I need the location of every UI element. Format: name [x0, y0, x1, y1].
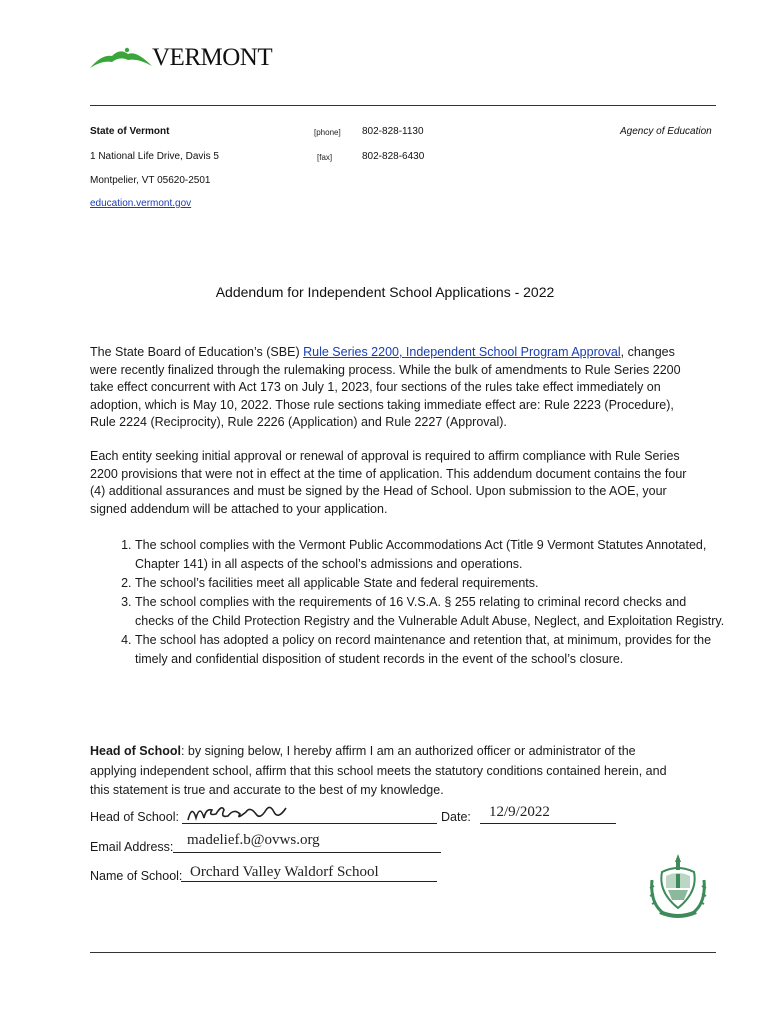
email-line[interactable] [173, 852, 441, 853]
mountain-logo-icon [90, 44, 156, 74]
requirements-paragraph: Each entity seeking initial approval or renewal of approval is required to affirm compliance with Rule Series 2200 provisions that were not in effect at the time of application. This addendum document contains the four (4) additional assurances and must be signed by the Head of School. Upon submission to the AOE, your signed addendum will be attached to your application. [90, 449, 687, 516]
list-item: 4. The school has adopted a policy on record maintenance and retention that, at minimum, provides for the timely and confidential disposition of student records in the event of the school’s closure. [135, 631, 725, 669]
school-name-line[interactable] [181, 881, 437, 882]
signature [186, 800, 296, 831]
intro-text-after: , changes were recently finalized through the rulemaking process. While the bulk of amendments to Rule Series 2200 take effect concurrent with Act 173 on July 1, 2023, four sections of the rules take effect immediately on adoption, which is May 10, 2022. Those rule sections taking immediate effect are: Rule 2223 (Procedure), Rule 2224 (Reciprocity), Rule 2226 (Application) and Rule 2227 (Approval). [90, 345, 681, 429]
head-of-school-label: Head of School: [90, 810, 179, 824]
list-item: 2. The school’s facilities meet all applicable State and federal requirements. [135, 574, 725, 593]
date-line[interactable] [480, 823, 616, 824]
handwritten-signature-icon [186, 800, 296, 826]
school-name-label: Name of School: [90, 869, 183, 883]
fax-label: [fax] [317, 153, 333, 162]
header-divider [90, 105, 716, 106]
vermont-logo [90, 44, 156, 79]
intro-paragraph [90, 344, 690, 432]
agency-name: Agency of Education [620, 126, 712, 137]
phone-number: 802-828-1130 [362, 126, 424, 137]
website-link[interactable]: education.vermont.gov [90, 198, 192, 209]
vermont-logo-text: VERMONT [152, 44, 273, 71]
list-item: 3. The school complies with the requirements of 16 V.S.A. § 255 relating to criminal record checks and checks of the Child Protection Registry and the Vulnerable Adult Abuse, Neglect, and Exploitation Registry. [135, 593, 725, 631]
footer-divider [90, 952, 716, 953]
school-name-value[interactable]: Orchard Valley Waldorf School [190, 864, 379, 880]
date-label: Date: [441, 810, 471, 824]
address-line1: 1 National Life Drive, Davis 5 [90, 151, 219, 162]
org-name: State of Vermont [90, 126, 170, 137]
document-title: Addendum for Independent School Applications - 2022 [215, 284, 555, 300]
list-item: 1. The school complies with the Vermont Public Accommodations Act (Title 9 Vermont Statutes Annotated, Chapter 141) in all aspects of the school’s admissions and operations. [135, 536, 725, 574]
address-line2: Montpelier, VT 05620-2501 [90, 175, 211, 186]
phone-label: [phone] [314, 128, 341, 137]
affirmation-bold: Head of School [90, 744, 181, 758]
email-value[interactable]: madelief.b@ovws.org [187, 832, 320, 848]
assurances-list [90, 536, 725, 669]
affirmation-text: : by signing below, I hereby affirm I am an authorized officer or administrator of the applying independent school, affirm that this school meets the statutory conditions contained herein, and this statement is true and accurate to the best of my knowledge. [90, 744, 667, 797]
rule-series-link[interactable]: Rule Series 2200, Independent School Program Approval [303, 345, 621, 359]
vermont-seal-icon [648, 852, 708, 920]
fax-number: 802-828-6430 [362, 151, 425, 162]
email-label: Email Address: [90, 840, 174, 854]
intro-text-before: The State Board of Education’s (SBE) [90, 345, 304, 359]
state-seal [648, 852, 708, 925]
date-value[interactable]: 12/9/2022 [489, 804, 550, 820]
affirmation-paragraph [90, 742, 670, 801]
